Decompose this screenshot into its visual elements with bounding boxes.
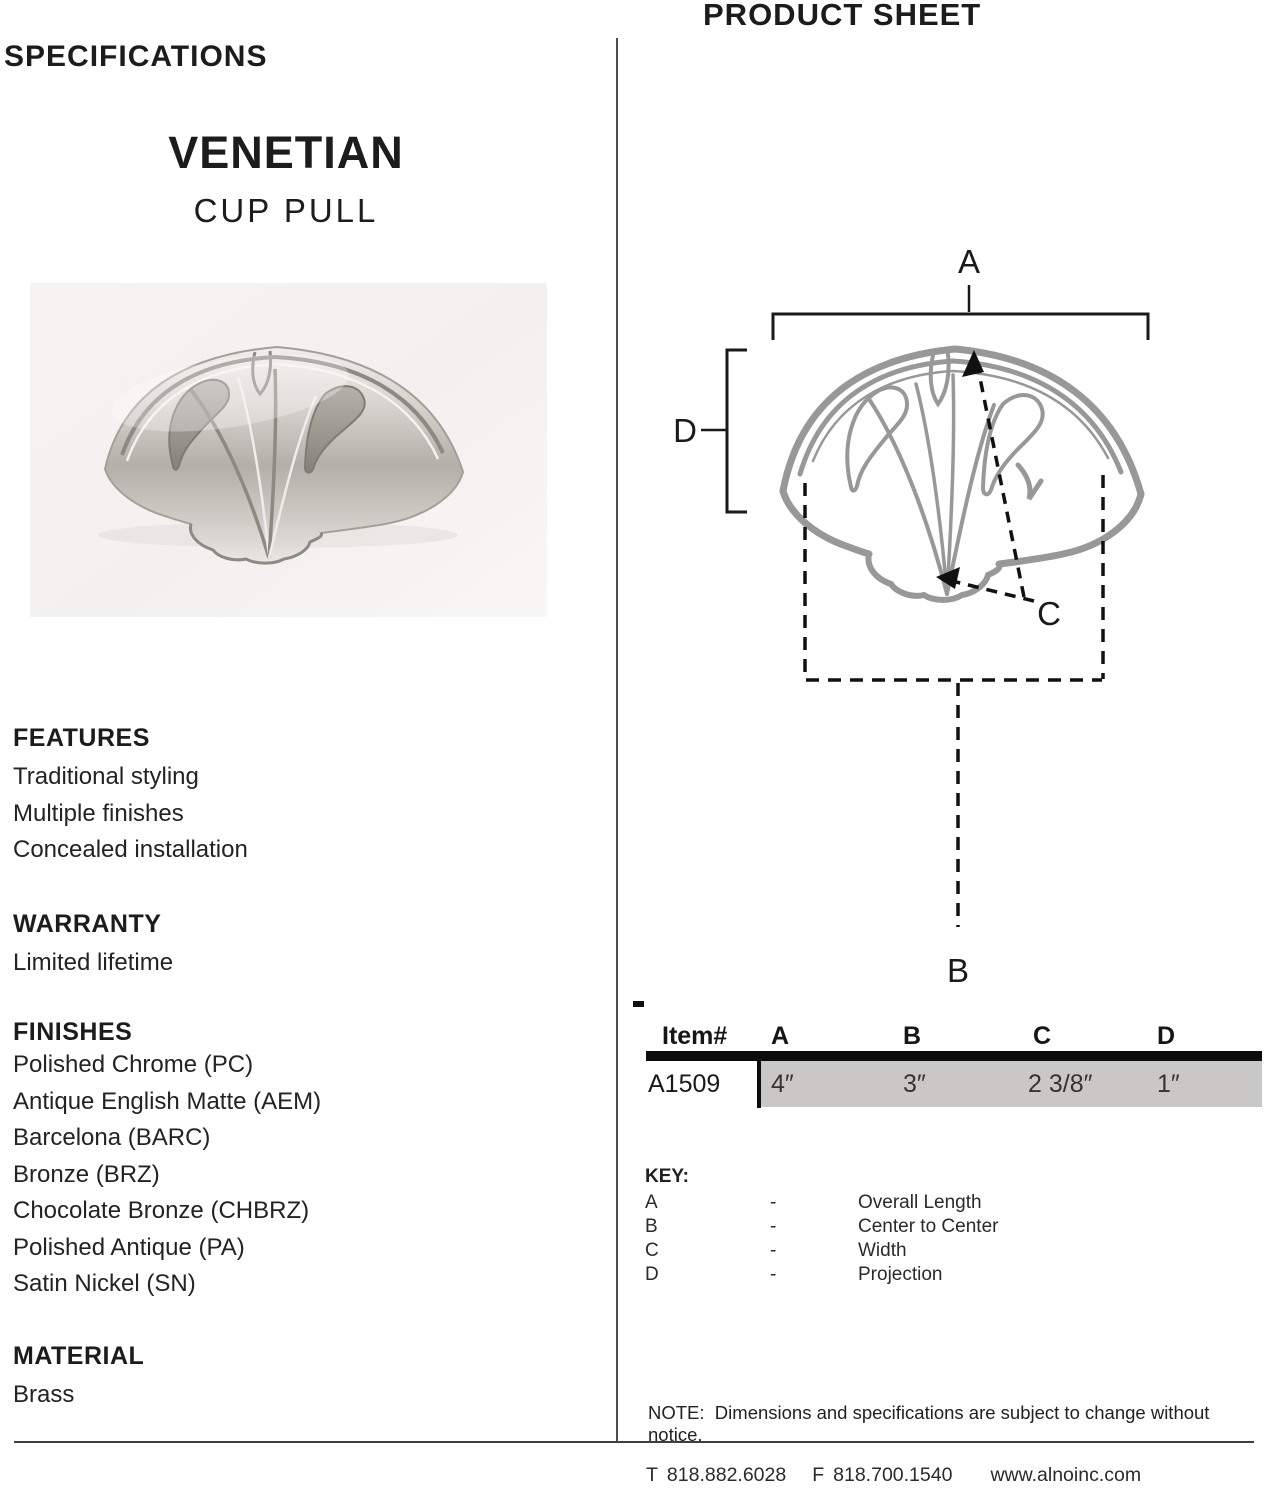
table-header-a: A: [771, 1022, 790, 1050]
table-column-divider: [757, 1061, 761, 1108]
finish-item: Polished Chrome (PC): [13, 1051, 254, 1078]
fax-label: F: [812, 1464, 825, 1486]
key-description: Projection: [858, 1264, 943, 1285]
key-description: Center to Center: [858, 1216, 999, 1237]
key-letter: D: [645, 1264, 659, 1285]
material-heading: MATERIAL: [13, 1342, 145, 1370]
product-photo: [30, 283, 547, 617]
fax-number: 818.700.1540: [833, 1464, 953, 1486]
table-header-bar: [646, 1051, 1262, 1061]
key-letter: B: [645, 1216, 658, 1237]
key-letter: A: [645, 1192, 658, 1213]
key-heading: KEY:: [645, 1166, 689, 1187]
feature-item: Traditional styling: [13, 763, 199, 790]
note-text: NOTE: Dimensions and specifications are subject to change without notice.: [648, 1402, 1215, 1445]
feature-item: Multiple finishes: [13, 799, 184, 827]
warranty-item: Limited lifetime: [13, 949, 174, 976]
dimension-label-d: D: [673, 412, 697, 449]
finish-item: Polished Antique (PA): [13, 1233, 245, 1261]
product-type: CUP PULL: [193, 191, 379, 229]
dimension-d-lines: [701, 350, 747, 512]
finish-item: Bronze (BRZ): [13, 1160, 160, 1188]
finish-item: Satin Nickel (SN): [13, 1270, 196, 1297]
cup-pull-line-art: [783, 349, 1141, 600]
dimension-label-b: B: [946, 952, 970, 989]
website-url: www.alnoinc.com: [990, 1464, 1142, 1486]
phone-label: T: [646, 1464, 658, 1486]
product-name: VENETIAN: [168, 127, 404, 178]
specifications-heading: SPECIFICATIONS: [4, 40, 268, 73]
table-header-b: B: [903, 1022, 922, 1050]
feature-item: Concealed installation: [13, 836, 248, 863]
table-cell-item: A1509: [648, 1070, 721, 1098]
table-header-item: Item#: [662, 1022, 728, 1050]
finish-item: Chocolate Bronze (CHBRZ): [13, 1197, 310, 1224]
finish-item: Antique English Matte (AEM): [13, 1087, 322, 1115]
table-row-background: [760, 1061, 1262, 1107]
key-dash: -: [770, 1240, 777, 1261]
features-section: [13, 724, 573, 869]
table-cell-b: 3″: [903, 1070, 926, 1098]
dimension-label-c: C: [1037, 595, 1061, 632]
warranty-section: [13, 910, 573, 982]
material-section: [13, 1342, 573, 1414]
product-sheet-heading: PRODUCT SHEET: [703, 0, 982, 32]
dimension-a-lines: [773, 285, 1148, 340]
phone-number: 818.882.6028: [666, 1464, 787, 1486]
key-description: Overall Length: [858, 1192, 982, 1213]
table-cell-a: 4″: [771, 1070, 794, 1098]
finish-item: Barcelona (BARC): [13, 1124, 211, 1151]
dimension-b-lines: [805, 475, 1103, 927]
key-dash: -: [770, 1216, 777, 1237]
key-description: Width: [858, 1240, 907, 1261]
material-item: Brass: [13, 1381, 75, 1408]
table-cell-c: 2 3/8″: [1028, 1070, 1093, 1098]
table-header-c: C: [1033, 1022, 1052, 1050]
key-letter: C: [645, 1240, 659, 1261]
features-heading: FEATURES: [13, 724, 150, 752]
table-header-d: D: [1157, 1022, 1176, 1050]
finishes-section: [13, 1018, 573, 1303]
table-cell-d: 1″: [1157, 1070, 1180, 1098]
table-corner-tick: [633, 1001, 644, 1007]
cup-pull-photo-illustration: [30, 283, 547, 617]
vertical-divider: [616, 38, 618, 1442]
dimension-diagram: [650, 230, 1180, 1000]
finishes-heading: FINISHES: [13, 1018, 133, 1046]
key-dash: -: [770, 1192, 777, 1213]
warranty-heading: WARRANTY: [13, 910, 162, 938]
dimension-label-a: A: [957, 243, 981, 280]
key-dash: -: [770, 1264, 777, 1285]
title-block: [20, 128, 552, 230]
footer-contact: [646, 1464, 1141, 1487]
